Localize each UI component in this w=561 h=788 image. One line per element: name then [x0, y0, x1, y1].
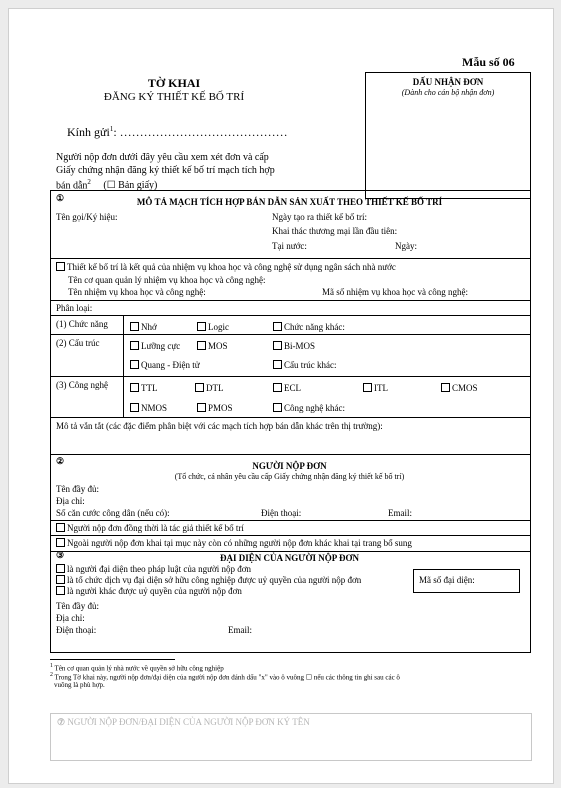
footnote-2-cont: vuông là phù hợp.: [54, 681, 105, 689]
option-label: là tổ chức dịch vụ đại diện sở hữu công nghiệp được uỷ quyền của người nộp đơn: [67, 575, 362, 585]
checkbox-icon: [273, 383, 282, 392]
tech-option-other[interactable]: [273, 403, 345, 413]
section1-number: ①: [56, 193, 65, 203]
option-label: ECL: [284, 383, 301, 393]
checkbox-icon: [56, 575, 65, 584]
rep-code-label: Mã số đại diện:: [419, 575, 475, 585]
checkbox-icon: [56, 523, 65, 532]
checkbox-icon: [56, 586, 65, 595]
rep-name-field[interactable]: Tên đầy đủ:: [56, 601, 99, 611]
applicant-email-field[interactable]: Email:: [388, 508, 412, 518]
signature-text: NGƯỜI NỘP ĐƠN/ĐẠI DIỆN CỦA NGƯỜI NỘP ĐƠN KÝ TÊN: [67, 717, 310, 727]
option-label: Lưỡng cực: [141, 341, 181, 351]
addressee-label: Kính gửi: [67, 125, 110, 139]
checkbox-icon: [56, 262, 65, 271]
option-label: Cấu trúc khác:: [284, 360, 337, 370]
receipt-note: (Dành cho cán bộ nhận đơn): [401, 88, 495, 97]
checkbox-icon: [130, 322, 139, 331]
option-label: Người nộp đơn đồng thời là tác giả thiết kế bố trí: [67, 523, 244, 533]
function-label: (1) Chức năng: [56, 319, 108, 329]
option-label: Quang - Điện tử: [141, 360, 200, 370]
option-label: Công nghệ khác:: [284, 403, 345, 413]
option-label: Nhớ: [141, 322, 157, 332]
checkbox-icon: [197, 322, 206, 331]
created-date-field[interactable]: Ngày tạo ra thiết kế bố trí:: [272, 212, 367, 222]
applicant-phone-field[interactable]: Điện thoại:: [261, 508, 302, 518]
option-label: PMOS: [208, 403, 233, 413]
structure-option-optoelectronic[interactable]: [130, 360, 200, 370]
research-task-checkbox[interactable]: [56, 262, 396, 272]
classification-label: Phân loại:: [56, 303, 93, 313]
function-option-memory[interactable]: [130, 322, 157, 332]
date-field[interactable]: Ngày:: [395, 241, 417, 251]
section1-title: MÔ TẢ MẠCH TÍCH HỢP BÁN DẪN SẢN XUẤT THEO THIẾT KẾ BỐ TRÍ: [136, 197, 443, 207]
research-task-label: Thiết kế bố trí là kết quả của nhiệm vụ khoa học và công nghệ sử dụng ngân sách nhà nước: [67, 262, 396, 272]
other-applicants-checkbox[interactable]: [56, 538, 412, 548]
checkbox-icon: [197, 341, 206, 350]
checkbox-icon: [195, 383, 204, 392]
option-label: Ngoài người nộp đơn khai tại mục này còn có những người nộp đơn khác khai tại trang bổ sung: [67, 538, 412, 548]
divider: [50, 535, 530, 536]
signature-label: [57, 717, 310, 728]
footnote-text: Tên cơ quan quản lý nhà nước về quyền sở hữu công nghiệp: [54, 664, 224, 673]
footnote-text: Trong Tờ khai này, người nộp đơn/đại diện của người nộp đơn đánh dấu "x" vào ô vuông ☐ nếu các thông tin ghi sau các ô: [54, 673, 400, 682]
tech-option-itl[interactable]: [363, 383, 388, 393]
also-author-checkbox[interactable]: [56, 523, 244, 533]
paper-copy-checkbox[interactable]: (☐ Bản giấy): [103, 180, 158, 192]
tech-option-dtl[interactable]: [195, 383, 224, 393]
option-label: MOS: [208, 341, 228, 351]
option-label: NMOS: [141, 403, 168, 413]
checkbox-icon: [56, 538, 65, 547]
divider: [123, 315, 124, 417]
footnote-ref-2: 2: [87, 178, 91, 186]
technology-label: (3) Công nghệ: [56, 380, 108, 390]
checkbox-icon: [363, 383, 372, 392]
agency-field[interactable]: Tên cơ quan quản lý nhiệm vụ khoa học và công nghệ:: [68, 275, 266, 285]
section3-title: ĐẠI DIỆN CỦA NGƯỜI NỘP ĐƠN: [220, 553, 359, 563]
section2-title: NGƯỜI NỘP ĐƠN: [252, 461, 327, 471]
intro-semiconductor: bán dẫn: [56, 180, 88, 192]
divider: [50, 300, 530, 301]
option-label: TTL: [141, 383, 158, 393]
option-label: là người khác được uỷ quyền của người nộp đơn: [67, 586, 242, 596]
structure-label: (2) Cấu trúc: [56, 338, 100, 348]
function-option-other[interactable]: [273, 322, 345, 332]
signature-box[interactable]: [50, 713, 532, 761]
rep-email-field[interactable]: Email:: [228, 625, 252, 635]
option-label: Logic: [208, 322, 229, 332]
checkbox-icon: [56, 564, 65, 573]
footnote-ref-1: 1: [109, 125, 114, 133]
country-field[interactable]: Tại nước:: [272, 241, 307, 251]
checkbox-icon: [130, 341, 139, 350]
structure-option-other[interactable]: [273, 360, 336, 370]
footnote-mark: 2: [50, 672, 53, 678]
checkbox-icon: [441, 383, 450, 392]
section2-number: ②: [56, 456, 65, 466]
receipt-title: DẤU NHẬN ĐƠN: [412, 77, 484, 87]
applicant-address-field[interactable]: Địa chỉ:: [56, 496, 85, 506]
section3-number: ③: [56, 550, 65, 560]
structure-option-bipolar[interactable]: [130, 341, 180, 351]
task-code-field[interactable]: Mã số nhiệm vụ khoa học và công nghệ:: [322, 287, 468, 297]
option-label: là người đại diện theo pháp luật của người nộp đơn: [67, 564, 251, 574]
tech-option-nmos[interactable]: [130, 403, 167, 413]
option-label: Bi-MOS: [284, 341, 316, 351]
checkbox-icon: [130, 403, 139, 412]
rep-option-service[interactable]: [56, 575, 361, 585]
receipt-stamp-box: [365, 72, 531, 199]
option-label: CMOS: [452, 383, 478, 393]
form-subtitle: ĐĂNG KÝ THIẾT KẾ BỐ TRÍ: [103, 91, 245, 103]
section-divider: [50, 551, 530, 552]
divider: [50, 417, 530, 418]
signature-number: ⑦: [57, 717, 66, 727]
checkbox-icon: [197, 403, 206, 412]
divider: [50, 334, 530, 335]
applicant-id-field[interactable]: Số căn cước công dân (nếu có):: [56, 508, 170, 518]
section2-subtitle: (Tổ chức, cá nhân yêu cầu cấp Giấy chứng nhận đăng ký thiết kế bố trí): [174, 472, 405, 481]
footnote-1: [50, 663, 224, 672]
footnote-separator: [50, 659, 175, 660]
form-title: TỜ KHAI: [147, 76, 201, 90]
rep-phone-field[interactable]: Điện thoại:: [56, 625, 97, 635]
rep-option-other[interactable]: [56, 586, 242, 596]
task-name-field[interactable]: Tên nhiệm vụ khoa học và công nghệ:: [68, 287, 206, 297]
intro-line-2: Giấy chứng nhận đăng ký thiết kế bố trí mạch tích hợp: [56, 165, 275, 176]
checkbox-icon: [273, 322, 282, 331]
rep-address-field[interactable]: Địa chỉ:: [56, 613, 85, 623]
structure-option-mos[interactable]: [197, 341, 228, 351]
applicant-name-field[interactable]: Tên đầy đủ:: [56, 484, 99, 494]
form-page: [8, 8, 554, 784]
function-option-logic[interactable]: [197, 322, 229, 332]
option-label: Chức năng khác:: [284, 322, 345, 332]
form-number: Mẫu số 06: [462, 55, 515, 69]
divider: [50, 376, 530, 377]
rep-option-legal[interactable]: [56, 564, 251, 574]
divider: [50, 520, 530, 521]
checkbox-icon: [273, 403, 282, 412]
rep-code-box[interactable]: [413, 569, 520, 593]
checkbox-icon: [130, 383, 139, 392]
summary-field[interactable]: Mô tả vắn tắt (các đặc điểm phân biệt với các mạch tích hợp bán dẫn khác trên thị trường):: [56, 421, 383, 431]
checkbox-icon: [273, 360, 282, 369]
option-label: ITL: [374, 383, 388, 393]
divider: [50, 258, 530, 259]
section-divider: [50, 454, 530, 455]
structure-option-bimos[interactable]: [273, 341, 315, 351]
option-label: DTL: [206, 383, 224, 393]
addressee-dots: : ……………………………………: [113, 125, 288, 139]
name-field[interactable]: Tên gọi/Ký hiệu:: [56, 212, 118, 222]
tech-option-pmos[interactable]: [197, 403, 233, 413]
addressee-line[interactable]: [67, 125, 288, 140]
footnote-2: [50, 672, 400, 681]
checkbox-icon: [130, 360, 139, 369]
footnote-mark: 1: [50, 663, 53, 669]
intro-line-1: Người nộp đơn dưới đây yêu cầu xem xét đơn và cấp: [56, 152, 269, 163]
tech-option-ttl[interactable]: [130, 383, 158, 393]
tech-option-ecl[interactable]: [273, 383, 301, 393]
first-exploit-field[interactable]: Khai thác thương mại lần đầu tiên:: [272, 226, 398, 236]
checkbox-icon: [273, 341, 282, 350]
tech-option-cmos[interactable]: [441, 383, 478, 393]
divider: [50, 315, 530, 316]
